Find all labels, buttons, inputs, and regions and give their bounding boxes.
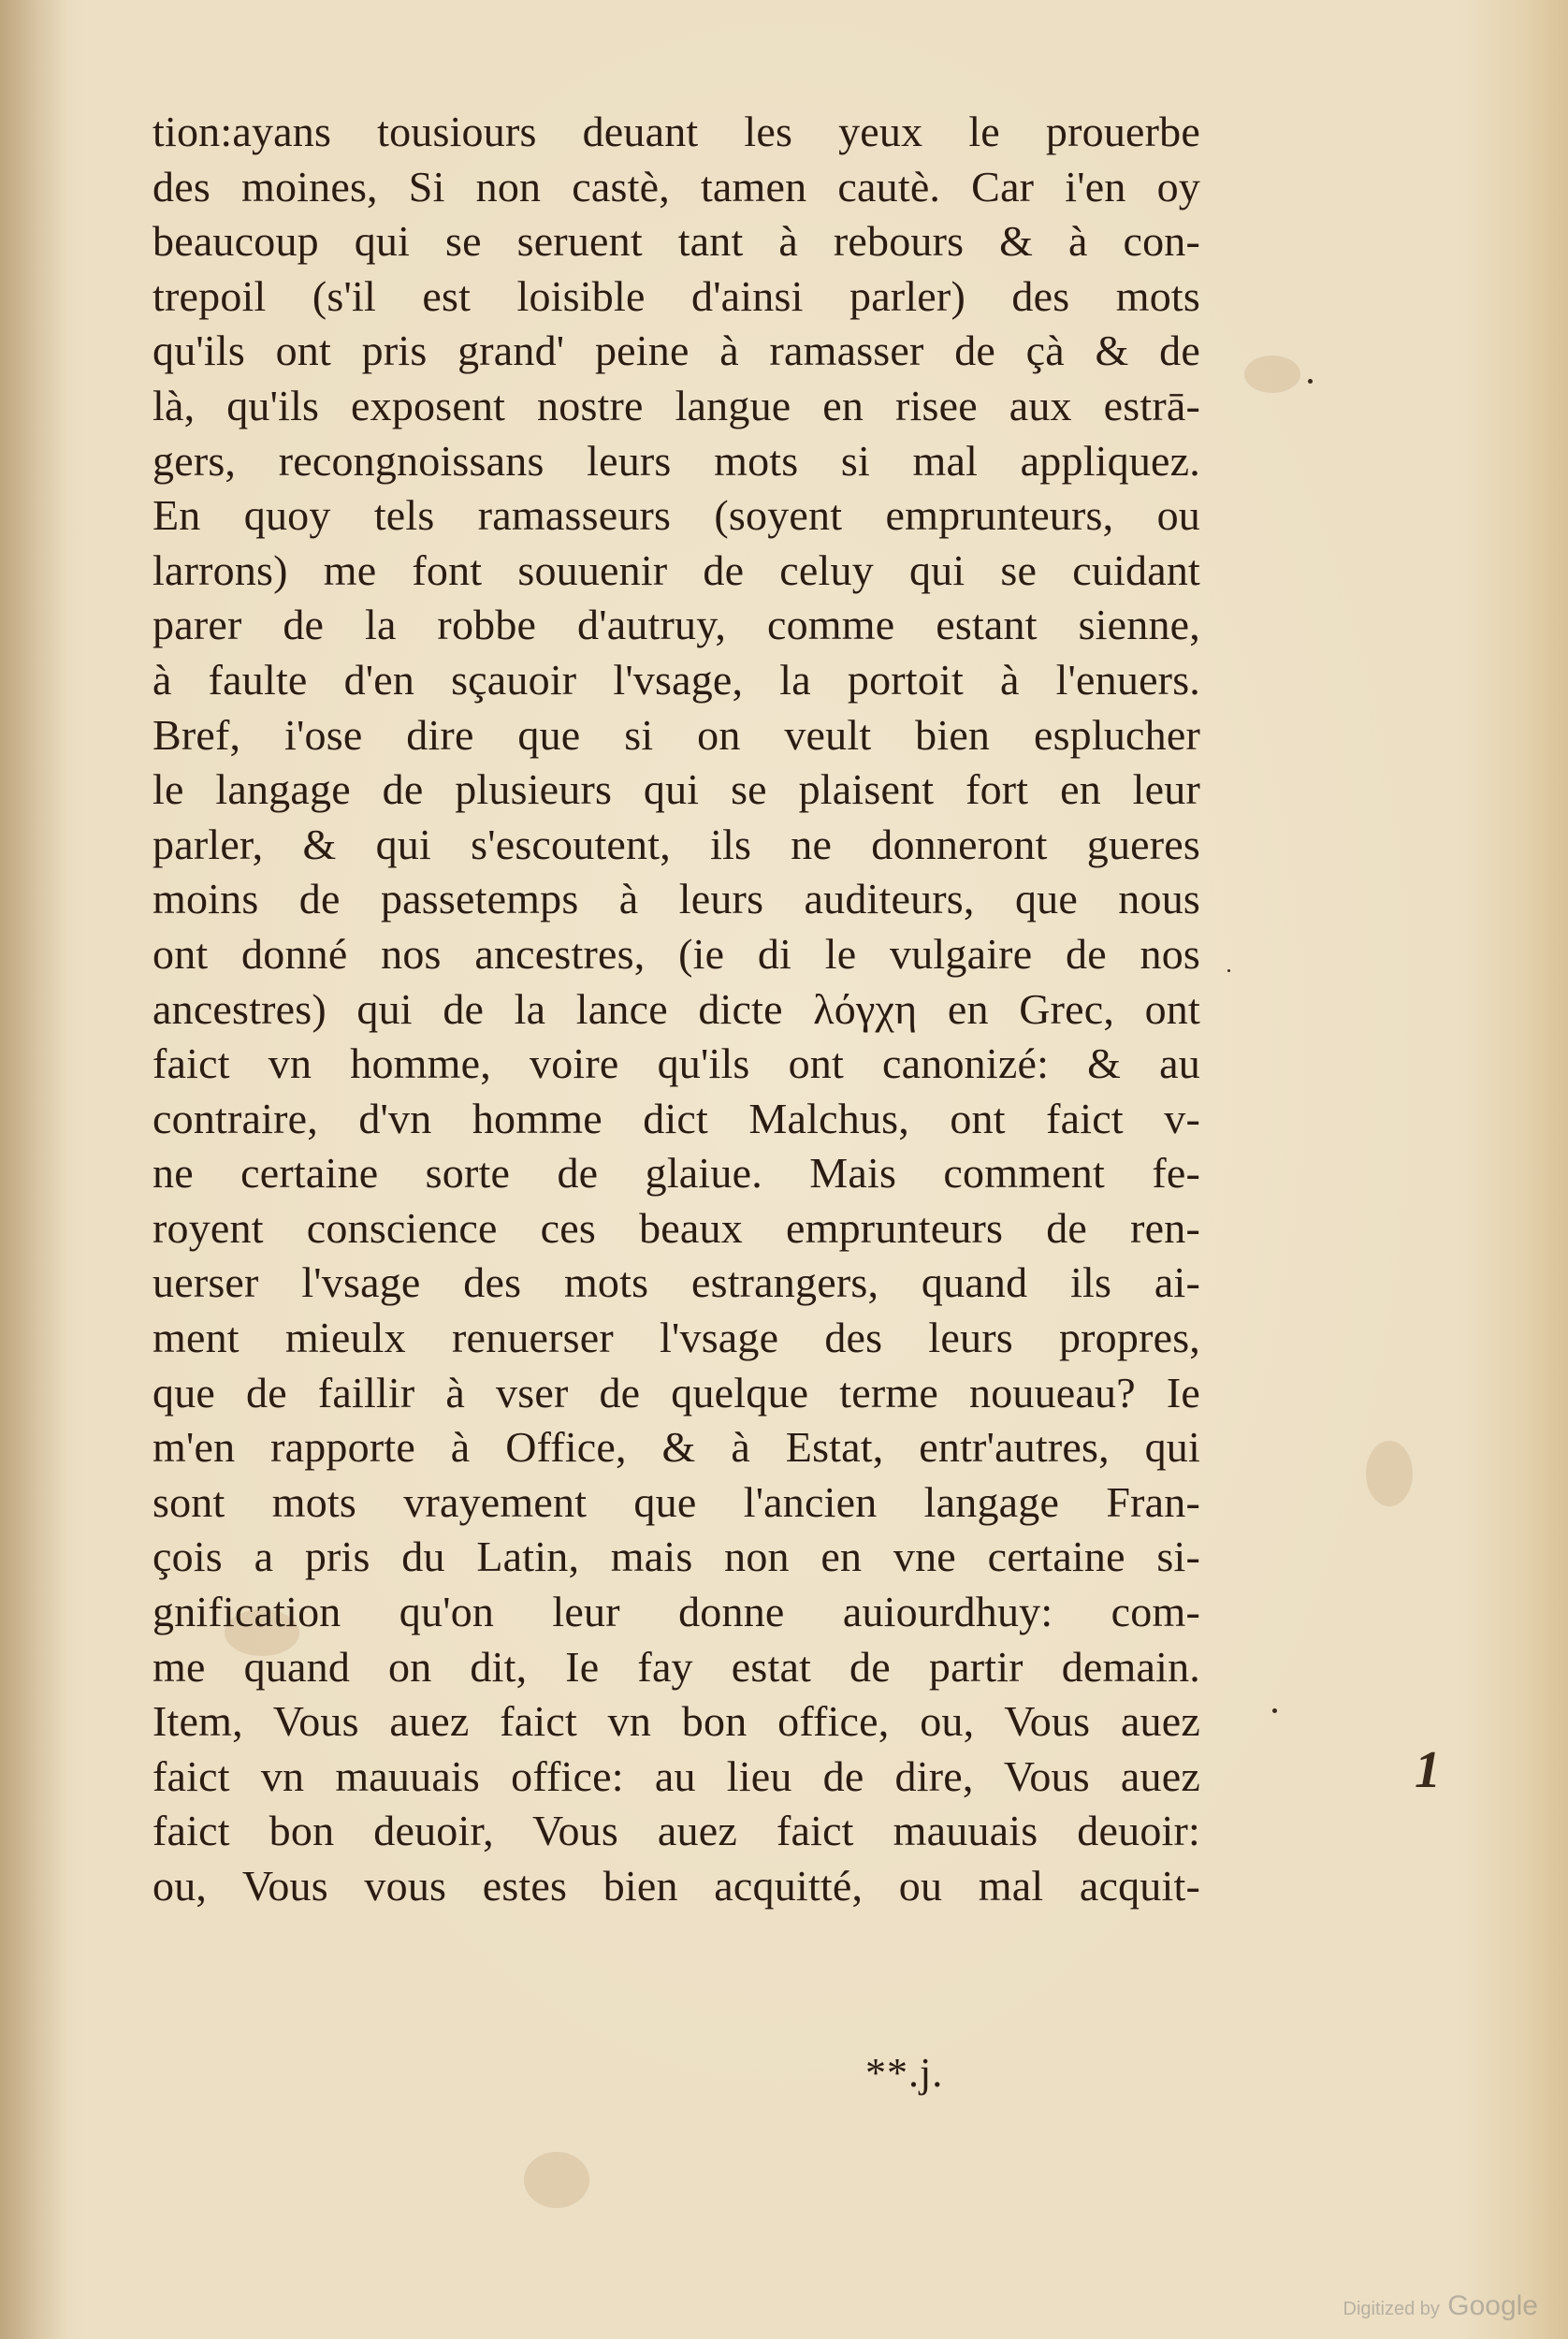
text-line: larrons) me font souuenir de celuy qui se cuidant [152, 545, 1200, 594]
text-line: sont mots vrayement que l'ancien langage Fran- [152, 1477, 1200, 1526]
text-line: contraire, d'vn homme dict Malchus, ont faict v- [152, 1094, 1200, 1142]
page-text [152, 105, 1200, 1914]
text-line: parer de la robbe d'autruy, comme estant sienne, [152, 601, 1200, 649]
watermark-brand: Google [1447, 2290, 1538, 2321]
text-line: parler, & qui s'escoutent, ils ne donneront gueres [152, 820, 1200, 868]
text-line: là, qu'ils exposent nostre langue en risee aux estrā- [152, 381, 1200, 429]
text-line: faict vn mauuais office: au lieu de dire, Vous auez [152, 1751, 1200, 1800]
paper-stain [1244, 356, 1300, 393]
text-line: beaucoup qui se seruent tant à rebours & à con- [152, 217, 1200, 266]
page-gutter-shadow [0, 0, 65, 2339]
text-line: faict vn homme, voire qu'ils ont canonizé: & au [152, 1039, 1200, 1088]
paper-stain [524, 2152, 589, 2208]
text-line: En quoy tels ramasseurs (soyent emprunteurs, ou [152, 491, 1200, 540]
text-line: me quand on dit, Ie fay estat de partir demain. [152, 1642, 1200, 1691]
text-line: ne certaine sorte de glaiue. Mais comment fe- [152, 1149, 1200, 1198]
text-line: Item, Vous auez faict vn bon office, ou, Vous auez [152, 1697, 1200, 1746]
paper-stain [1366, 1441, 1413, 1506]
text-line: faict bon deuoir, Vous auez faict mauuais deuoir: [152, 1807, 1200, 1855]
text-line: m'en rapporte à Office, & à Estat, entr'autres, qui [152, 1423, 1200, 1472]
ink-speck [1272, 1708, 1277, 1713]
text-line: moins de passetemps à leurs auditeurs, que nous [152, 875, 1200, 923]
text-line: le langage de plusieurs qui se plaisent fort en leur [152, 765, 1200, 814]
text-line: qu'ils ont pris grand' peine à ramasser de çà & de [152, 327, 1200, 375]
ink-speck [1227, 969, 1230, 972]
watermark-prefix: Digitized by [1343, 2299, 1440, 2319]
text-line: des moines, Si non castè, tamen cautè. Car i'en oy [152, 162, 1200, 211]
text-line: que de faillir à vser de quelque terme nouueau? Ie [152, 1368, 1200, 1416]
ink-speck [1308, 379, 1313, 384]
text-line: ou, Vous vous estes bien acquitté, ou mal acquit- [152, 1862, 1200, 1910]
text-line: çois a pris du Latin, mais non en vne certaine si- [152, 1533, 1200, 1581]
text-line: uerser l'vsage des mots estrangers, quand ils ai- [152, 1258, 1200, 1307]
text-line: Bref, i'ose dire que si on veult bien esplucher [152, 710, 1200, 759]
text-line: ont donné nos ancestres, (ie di le vulgaire de nos [152, 929, 1200, 978]
text-line: tion:ayans tousiours deuant les yeux le prouerbe [152, 108, 1200, 155]
signature-mark: **.j. [865, 2050, 944, 2096]
text-line: gnification qu'on leur donne auiourdhuy: com- [152, 1588, 1200, 1636]
digitized-watermark [1343, 2290, 1538, 2322]
text-line: ment mieulx renuerser l'vsage des leurs propres, [152, 1314, 1200, 1362]
text-line: royent conscience ces beaux emprunteurs de ren- [152, 1203, 1200, 1252]
text-line: ancestres) qui de la lance dicte λόγχη en Grec, ont [152, 984, 1200, 1033]
text-line: trepoil (s'il est loisible d'ainsi parler) des mots [152, 271, 1200, 320]
margin-annotation: 1 [1415, 1741, 1441, 1799]
text-line: à faulte d'en sçauoir l'vsage, la portoit à l'enuers. [152, 655, 1200, 704]
text-line: gers, recongnoissans leurs mots si mal appliquez. [152, 436, 1200, 485]
